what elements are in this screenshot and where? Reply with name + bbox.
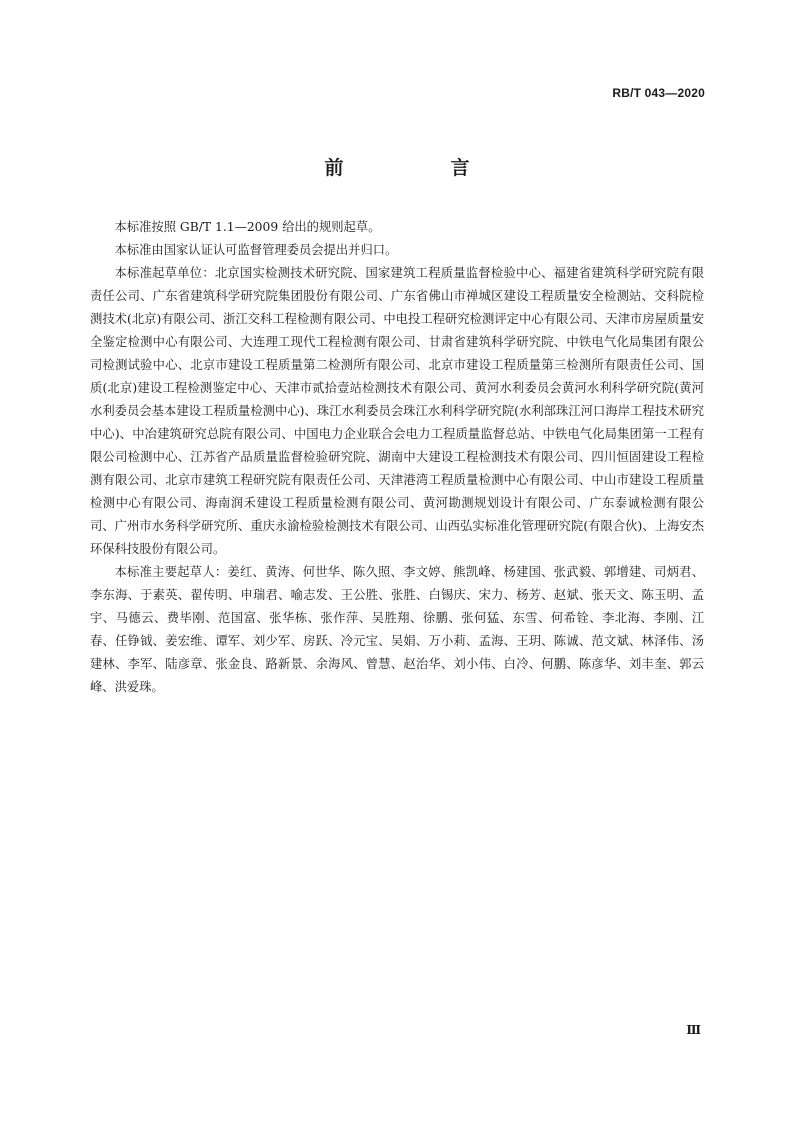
- page-number: Ⅲ: [686, 1023, 701, 1037]
- foreword-body: [90, 216, 704, 699]
- paragraph-main-drafters: 本标准主要起草人：姜红、黄涛、何世华、陈久照、李文婷、熊凯峰、杨建国、张武毅、郭增建、司炳君、李东海、于素英、翟传明、申瑞君、喻志发、王公胜、张胜、白锡庆、宋力、杨芳、赵斌、张天文、陈玉明、孟宇、马德云、费毕刚、范国富、张华栋、张作萍、吴胜翔、徐鹏、张何猛、东雪、何希铨、李北海、李刚、江春、任铮钺、姜宏维、谭军、刘少军、房跃、冷元宝、吴娟、万小莉、孟海、王玥、陈诚、范文斌、林泽伟、汤建林、李军、陆彦章、张金良、路新景、余海风、曾慧、赵治华、刘小伟、白冷、何鹏、陈彦华、刘丰奎、郭云峰、洪爱珠。: [90, 565, 704, 694]
- standard-code: RB/T 043—2020: [612, 86, 705, 100]
- paragraph-proposer: 本标准由国家认证认可监督管理委员会提出并归口。: [114, 243, 398, 257]
- paragraph-drafting-units: 本标准起草单位：北京国实检测技术研究院、国家建筑工程质量监督检验中心、福建省建筑科学研究院有限责任公司、广东省建筑科学研究院集团股份有限公司、广东省佛山市禅城区建设工程质量安全检测站、交科院检测技术(北京)有限公司、浙江交科工程检测有限公司、中电投工程研究检测评定中心有限公司、天津市房屋质量安全鉴定检测中心有限公司、大连理工现代工程检测有限公司、甘肃省建筑科学研究院、中铁电气化局集团有限公司检测试验中心、北京市建设工程质量第二检测所有限公司、北京市建设工程质量第三检测所有限责任公司、国质(北京)建设工程检测鉴定中心、天津市贰拾壹站检测技术有限公司、黄河水利委员会黄河水利科学研究院(黄河水利委员会基本建设工程质量检测中心)、珠江水利委员会珠江水利科学研究院(水利部珠江河口海岸工程技术研究中心)、中冶建筑研究总院有限公司、中国电力企业联合会电力工程质量监督总站、中铁电气化局集团第一工程有限公司检测中心、江苏省产品质量监督检验研究院、湖南中大建设工程检测技术有限公司、四川恒固建设工程检测有限公司、北京市建筑工程研究院有限责任公司、天津港湾工程质量检测中心有限公司、中山市建设工程质量检测中心有限公司、海南润禾建设工程质量检测有限公司、黄河勘测规划设计有限公司、广东泰诚检测有限公司、广州市水务科学研究所、重庆永渝检验检测技术有限公司、山西弘实标准化管理研究院(有限合伙)、上海安杰环保科技股份有限公司。: [90, 266, 704, 556]
- page-title: 前 言: [324, 157, 514, 179]
- paragraph-drafting-rules: 本标准按照 GB/T 1.1—2009 给出的规则起草。: [114, 220, 381, 234]
